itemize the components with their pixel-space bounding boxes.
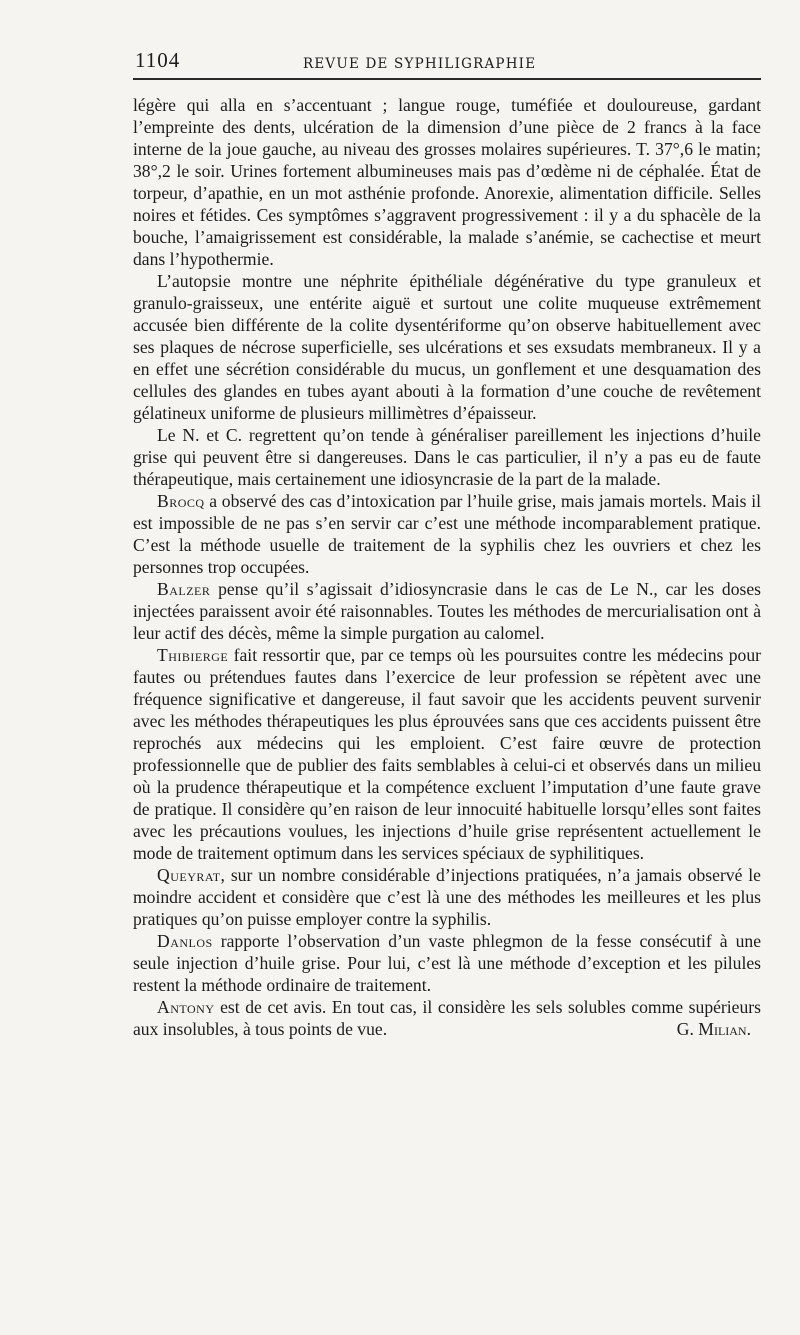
paragraph-text: a observé des cas d’intoxication par l’huile grise, mais jamais mortels. Mais il est impossible de ne pas s’en servir car c’est une méthode incomparablement pratique. C’est la méthode usuelle de traitement de la syphilis chez les ouvriers et chez les personnes trop occupées.: [133, 491, 761, 577]
paragraph-balzer: [133, 578, 761, 644]
article-body: [133, 94, 761, 1040]
speaker-name: Antony: [157, 997, 215, 1017]
paragraph-text: pense qu’il s’agissait d’idiosyncrasie dans le cas de Le N., car les doses injectées paraissent avoir été raisonnables. Toutes les méthodes de mercurialisation ont à leur actif des décès, même la simple purgation au calomel.: [133, 579, 761, 643]
paragraph-antony: [133, 996, 761, 1040]
paragraph-text: , sur un nombre considérable d’injections pratiquées, n’a jamais observé le moindre accident et considère que c’est là une des méthodes les meilleures et les plus pratiques qu’on puisse employer contre la syphilis.: [133, 865, 761, 929]
speaker-name: Balzer: [157, 579, 211, 599]
paragraph-danlos: [133, 930, 761, 996]
running-title: REVUE DE SYPHILIGRAPHIE: [303, 56, 537, 72]
paragraph-queyrat: [133, 864, 761, 930]
journal-page: [133, 48, 761, 1040]
speaker-name: Brocq: [157, 491, 205, 511]
paragraph-text: rapporte l’observation d’un vaste phlegmon de la fesse consécutif à une seule injection d’huile grise. Pour lui, c’est là une méthode d’exception et les pilules restent la méthode ordinaire de traitement.: [133, 931, 761, 995]
paragraph-case-description: légère qui alla en s’accentuant ; langue rouge, tuméfiée et douloureuse, gardant l’empreinte des dents, ulcération de la dimension d’une pièce de 2 francs à la face interne de la joue gauche, au niveau des grosses molaires supérieures. T. 37°,6 le matin; 38°,2 le soir. Urines fortement albumineuses mais pas d’œdème ni de céphalée. État de torpeur, d’apathie, en un mot asthénie profonde. Anorexie, alimentation difficile. Selles noires et fétides. Ces symptômes s’aggravent progressivement : il y a du sphacèle de la bouche, l’amaigrissement est considérable, la malade s’anémie, se cachectise et meurt dans l’hypothermie.: [133, 95, 761, 269]
paragraph-brocq: [133, 490, 761, 578]
speaker-name: Danlos: [157, 931, 213, 951]
page-number: 1104: [135, 48, 181, 72]
paragraph-text: fait ressortir que, par ce temps où les poursuites contre les médecins pour fautes ou prétendues fautes dans l’exercice de leur profession se répètent avec une fréquence significative et dangereuse, il faut savoir que les accidents peuvent survenir avec les méthodes thérapeutiques les plus éprouvées sans que ces accidents puissent être reprochés aux médecins qui les emploient. C’est faire œuvre de protection professionnelle que de publier des faits semblables à celui-ci et observés dans un milieu où la prudence thérapeutique et la compétence excluent l’imputation d’une faute grave de pratique. Il considère qu’en raison de leur innocuité habituelle lorsqu’elles sont faites avec les précautions voulues, les injections d’huile grise représentent actuellement le mode de traitement optimum dans les services spéciaux de syphilitiques.: [133, 645, 761, 863]
paragraph-text: est de cet avis. En tout cas, il considère les sels solubles comme supérieurs aux insolubles, à tous points de vue.: [133, 997, 761, 1039]
author-signature: G. Milian.: [676, 1019, 751, 1039]
speaker-name: Thibierge: [157, 645, 229, 665]
page-header: [133, 48, 761, 78]
header-rule: [133, 78, 761, 80]
speaker-name: Queyrat: [157, 865, 221, 885]
paragraph-authors-conclusion: Le N. et C. regrettent qu’on tende à généraliser pareillement les injections d’huile grise qui peuvent être si dangereuses. Dans le cas particulier, il n’y a pas eu de faute thérapeutique, mais certainement une idiosyncrasie de la part de la malade.: [133, 425, 761, 489]
paragraph-thibierge: [133, 644, 761, 864]
paragraph-autopsy: L’autopsie montre une néphrite épithéliale dégénérative du type granuleux et granulo-graisseux, une entérite aiguë et surtout une colite muqueuse extrêmement accusée bien différente de la colite dysentériforme qu’on observe habituellement avec ses plaques de nécrose superficielle, ses ulcérations et ses exsudats membraneux. Il y a en effet une sécrétion considérable du mucus, un gonflement et une desquamation des cellules des glandes en tubes ayant abouti à la formation d’une couche de revêtement gélatineux uniforme de plusieurs millimètres d’épaisseur.: [133, 271, 761, 423]
